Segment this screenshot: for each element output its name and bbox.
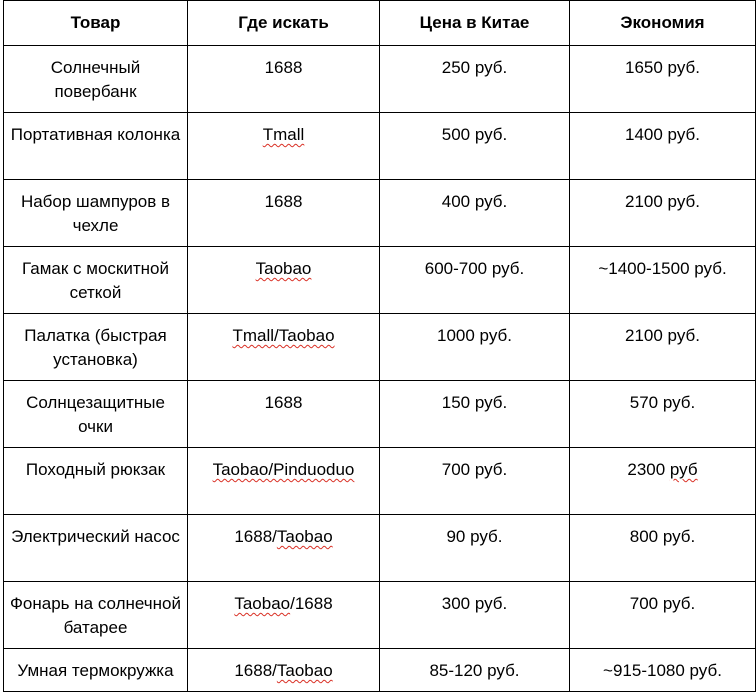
cell-price: 1000 руб. [380, 314, 570, 381]
misspelled-word: Taobao [255, 259, 312, 278]
cell-saving [570, 381, 756, 448]
cell-text: 1688 [264, 192, 303, 211]
table-row [4, 582, 756, 649]
cell-where [188, 649, 380, 692]
cell-text: 1688/ [234, 661, 277, 680]
cell-where [188, 180, 380, 247]
cell-where [188, 314, 380, 381]
cell-text: 570 руб. [629, 393, 696, 412]
header-saving: Экономия [570, 1, 756, 46]
cell-where [188, 46, 380, 113]
cell-where [188, 113, 380, 180]
cell-text: 1688/ [234, 527, 277, 546]
table-row [4, 113, 756, 180]
cell-text: 1688 [264, 393, 303, 412]
cell-price: 700 руб. [380, 448, 570, 515]
cell-price: 90 руб. [380, 515, 570, 582]
table-row [4, 381, 756, 448]
cell-where [188, 582, 380, 649]
header-item: Товар [4, 1, 188, 46]
misspelled-word: Taobao [234, 594, 291, 613]
cell-price: 85-120 руб. [380, 649, 570, 692]
comparison-table [3, 0, 756, 692]
cell-text: 2300 [627, 460, 670, 479]
cell-text: 2100 руб. [625, 192, 700, 211]
cell-item: Фонарь на солнечной батарее [4, 582, 188, 649]
cell-text: /1688 [290, 594, 333, 613]
cell-where [188, 247, 380, 314]
cell-price: 150 руб. [380, 381, 570, 448]
cell-saving [570, 247, 756, 314]
header-where: Где искать [188, 1, 380, 46]
cell-saving [570, 515, 756, 582]
misspelled-word: Taobao [276, 661, 333, 680]
misspelled-word: Taobao/Pinduoduo [212, 460, 355, 479]
cell-text: ~915-1080 руб. [603, 661, 722, 680]
cell-price: 500 руб. [380, 113, 570, 180]
table-body [4, 46, 756, 692]
cell-text: ~1400-1500 руб. [598, 259, 727, 278]
cell-item: Походный рюкзак [4, 448, 188, 515]
cell-saving [570, 314, 756, 381]
cell-text: 1688 [264, 58, 303, 77]
cell-item: Солнечный повербанк [4, 46, 188, 113]
cell-item: Солнцезащитные очки [4, 381, 188, 448]
cell-saving [570, 113, 756, 180]
cell-price: 400 руб. [380, 180, 570, 247]
misspelled-word: руб [669, 460, 698, 479]
table-row [4, 46, 756, 113]
cell-where [188, 381, 380, 448]
cell-text: 1650 руб. [625, 58, 700, 77]
cell-where [188, 515, 380, 582]
table-row [4, 180, 756, 247]
cell-price: 600-700 руб. [380, 247, 570, 314]
misspelled-word: Taobao [276, 527, 333, 546]
cell-saving [570, 180, 756, 247]
cell-item: Гамак с москитной сеткой [4, 247, 188, 314]
header-row [4, 1, 756, 46]
table-row [4, 314, 756, 381]
cell-text: 1400 руб. [625, 125, 700, 144]
table-row [4, 448, 756, 515]
table-row [4, 515, 756, 582]
header-price: Цена в Китае [380, 1, 570, 46]
misspelled-word: Tmall/Taobao [232, 326, 335, 345]
cell-saving [570, 649, 756, 692]
misspelled-word: Tmall [262, 125, 305, 144]
cell-item: Электрический насос [4, 515, 188, 582]
table-row [4, 247, 756, 314]
cell-item: Набор шампуров в чехле [4, 180, 188, 247]
cell-text: 700 руб. [629, 594, 696, 613]
table-row [4, 649, 756, 692]
cell-item: Палатка (быстрая установка) [4, 314, 188, 381]
cell-saving [570, 582, 756, 649]
cell-saving [570, 448, 756, 515]
cell-text: 2100 руб. [625, 326, 700, 345]
cell-price: 250 руб. [380, 46, 570, 113]
cell-item: Портативная колонка [4, 113, 188, 180]
cell-saving [570, 46, 756, 113]
cell-item: Умная термокружка [4, 649, 188, 692]
cell-where [188, 448, 380, 515]
cell-price: 300 руб. [380, 582, 570, 649]
cell-text: 800 руб. [629, 527, 696, 546]
